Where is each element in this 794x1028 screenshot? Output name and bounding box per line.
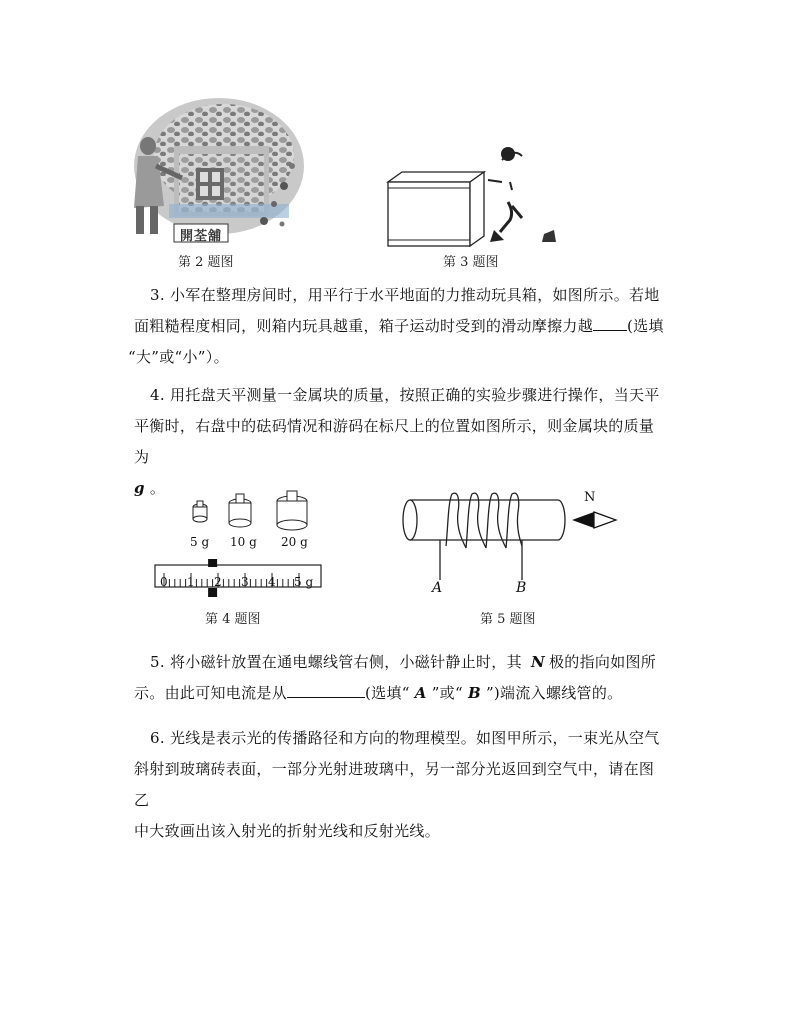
figure-5 [398, 488, 628, 600]
answer-blank-q5[interactable] [287, 681, 365, 698]
weight-label-5g: 5 g [190, 535, 210, 549]
scale-label-1: 1 [187, 575, 195, 589]
label-a: A [432, 580, 443, 596]
scale-label-3: 3 [241, 575, 249, 589]
figure-4-weights [150, 485, 330, 535]
question-3-line-2: 面粗糙程度相同，则箱内玩具越重，箱子运动时受到的滑动摩擦力越 (选填 [134, 311, 668, 342]
question-5 [134, 647, 668, 709]
scale-label-4: 4 [268, 575, 276, 589]
figure-5-caption: 第 5 题图 [480, 612, 536, 627]
question-4-line-3: g 。 [134, 479, 166, 497]
label-b: B [516, 580, 527, 596]
question-4-number: 4. [150, 386, 165, 404]
figure-3 [384, 142, 574, 252]
question-5-line-2: 示。由此可知电流是从 (选填“ A ”或“ B ”)端流入螺线管的。 [134, 678, 668, 709]
question-3 [128, 280, 668, 373]
figure-2 [124, 96, 304, 246]
question-6-line-2: 斜射到玻璃砖表面，一部分光射进玻璃中，另一部分光返回到空气中，请在图乙 [134, 760, 655, 809]
question-6 [134, 723, 668, 847]
question-5-number: 5. [150, 653, 165, 671]
figure-4 [150, 485, 330, 600]
question-3-line-1: 3. 小军在整理房间时，用平行于水平地面的力推动玩具箱，如图所示。若地 [150, 286, 660, 304]
answer-blank-q3[interactable] [593, 314, 627, 331]
question-6-line-1: 6. 光线是表示光的传播路径和方向的物理模型。如图甲所示，一束光从空气 [150, 729, 660, 747]
question-4-line-2: 平衡时，右盘中的砝码情况和游码在标尺上的位置如图所示，则金属块的质量为 [134, 417, 655, 466]
question-3-number: 3. [150, 286, 165, 304]
weight-label-10g: 10 g [230, 535, 257, 549]
question-5-line-1: 5. 将小磁针放置在通电螺线管右侧，小磁针静止时，其 N 极的指向如图所 [150, 653, 657, 671]
figure-3-caption: 第 3 题图 [443, 255, 499, 270]
scale-label-2: 2 [214, 575, 222, 589]
needle-label-n: N [584, 490, 596, 505]
rider-top[interactable] [208, 559, 217, 567]
unit-g: g [134, 479, 145, 497]
figure-2-caption: 第 2 题图 [178, 255, 234, 270]
question-6-number: 6. [150, 729, 165, 747]
figure-2-illustration [124, 96, 304, 246]
figure-4-caption: 第 4 题图 [205, 612, 261, 627]
question-4-line-1: 4. 用托盘天平测量一金属块的质量，按照正确的实验步骤进行操作，当天平 [150, 386, 660, 404]
figure-3-illustration [384, 142, 574, 252]
question-6-line-3: 中大致画出该入射光的折射光线和反射光线。 [134, 822, 441, 840]
question-3-line-3: “大”或“小”）。 [128, 348, 229, 366]
weight-label-20g: 20 g [281, 535, 308, 549]
scale-label-5g: 5 g [294, 575, 314, 589]
rider-bottom [208, 588, 217, 597]
scale-label-0: 0 [160, 575, 168, 589]
seal-text: 開荃舖 [179, 229, 222, 244]
